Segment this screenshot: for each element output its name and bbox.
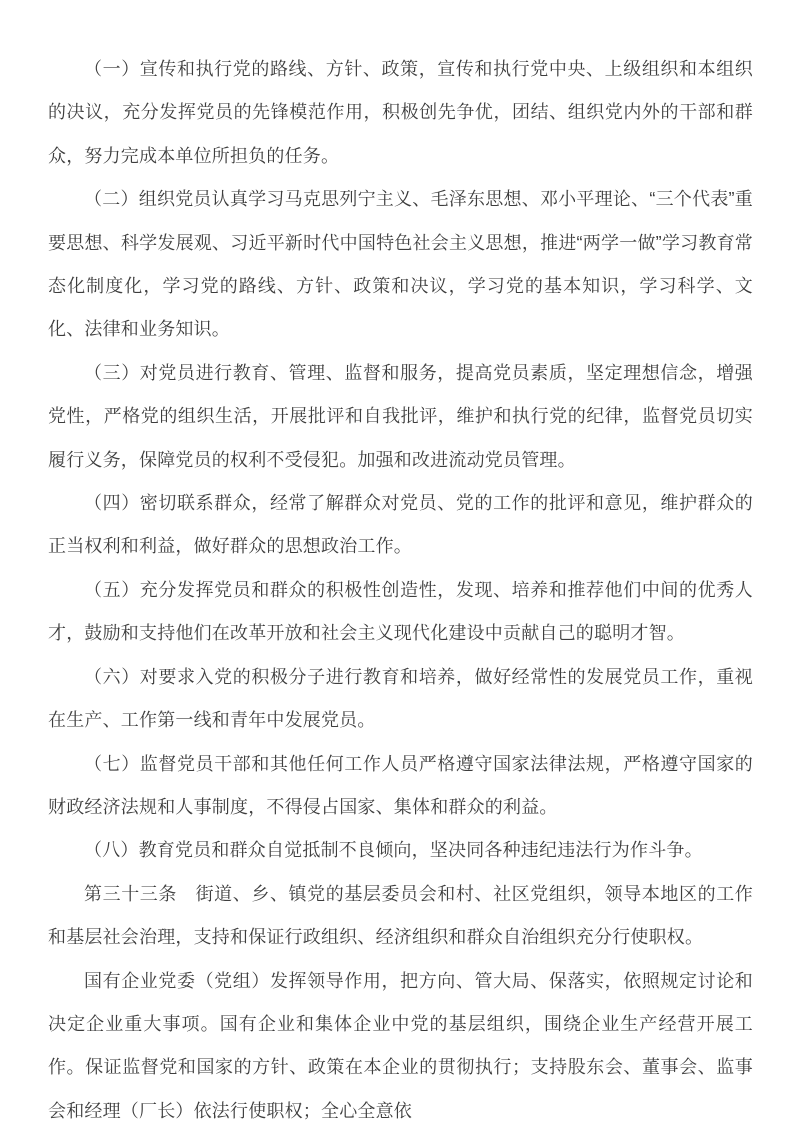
paragraph-clause-4: （四）密切联系群众，经常了解群众对党员、党的工作的批评和意见，维护群众的正当权利和利益，做好群众的思想政治工作。 [48, 493, 753, 557]
paragraph-clause-1: （一）宣传和执行党的路线、方针、政策，宣传和执行党中央、上级组织和本组织的决议，充分发挥党员的先锋模范作用，积极创先争优，团结、组织党内外的干部和群众，努力完成本单位所担负的任务。 [48, 59, 753, 166]
paragraph-clause-7: （七）监督党员干部和其他任何工作人员严格遵守国家法律法规，严格遵守国家的财政经济法规和人事制度，不得侵占国家、集体和群众的利益。 [48, 753, 753, 817]
paragraph-state-owned-enterprise: 国有企业党委（党组）发挥领导作用，把方向、管大局、保落实，依照规定讨论和决定企业重大事项。国有企业和集体企业中党的基层组织，围绕企业生产经营开展工作。保证监督党和国家的方针、政策在本企业的贯彻执行；支持股东会、董事会、监事会和经理（厂长）依法行使职权；全心全意依 [48, 970, 753, 1121]
paragraph-article-33: 第三十三条 街道、乡、镇党的基层委员会和村、社区党组织，领导本地区的工作和基层社会治理，支持和保证行政组织、经济组织和群众自治组织充分行使职权。 [48, 883, 753, 948]
paragraph-clause-3: （三）对党员进行教育、管理、监督和服务，提高党员素质，坚定理想信念，增强党性，严格党的组织生活，开展批评和自我批评，维护和执行党的纪律，监督党员切实履行义务，保障党员的权利不受侵犯。加强和改进流动党员管理。 [48, 362, 753, 470]
paragraph-clause-6: （六）对要求入党的积极分子进行教育和培养，做好经常性的发展党员工作，重视在生产、工作第一线和青年中发展党员。 [48, 666, 753, 731]
paragraph-clause-2: （二）组织党员认真学习马克思列宁主义、毛泽东思想、邓小平理论、“三个代表”重要思想、科学发展观、习近平新时代中国特色社会主义思想，推进“两学一做”学习教育常态化制度化，学习党的路线、方针、政策和决议，学习党的基本知识，学习科学、文化、法律和业务知识。 [48, 189, 753, 340]
paragraph-clause-8: （八）教育党员和群众自觉抵制不良倾向，坚决同各种违纪违法行为作斗争。 [84, 840, 703, 861]
paragraph-clause-5: （五）充分发挥党员和群众的积极性创造性，发现、培养和推荐他们中间的优秀人才，鼓励和支持他们在改革开放和社会主义现代化建设中贡献自己的聪明才智。 [48, 579, 753, 644]
